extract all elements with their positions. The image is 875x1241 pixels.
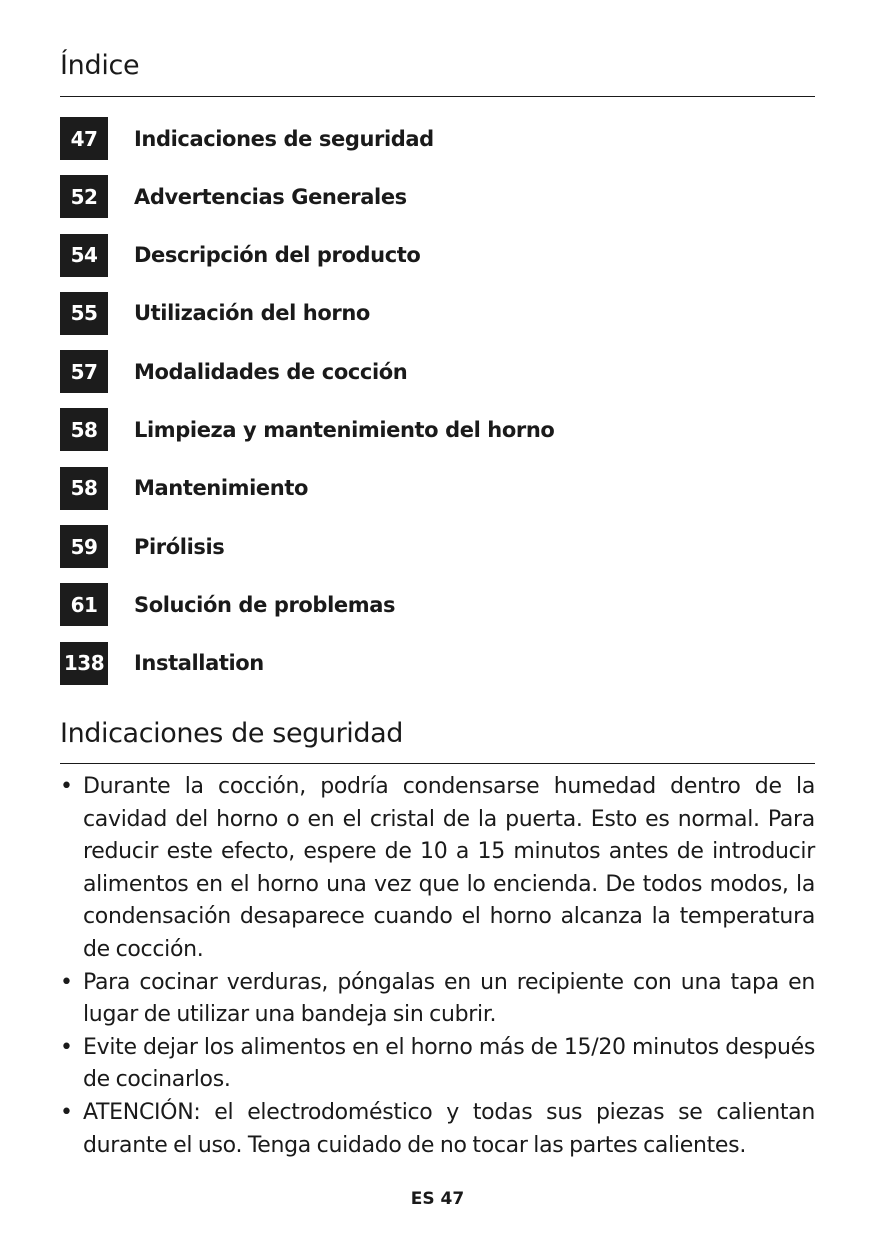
toc-entry[interactable] xyxy=(60,408,815,451)
toc-entry-title: Limpieza y mantenimiento del horno xyxy=(134,417,555,442)
list-item-text: Evite dejar los alimentos en el horno más de 15/20 minutos después de cocinarlos. xyxy=(83,1034,815,1093)
bullet-icon: • xyxy=(60,969,73,995)
table-of-contents xyxy=(60,117,815,700)
toc-entry[interactable] xyxy=(60,175,815,218)
toc-entry[interactable] xyxy=(60,117,815,160)
list-item-text: ATENCIÓN: el electrodoméstico y todas sus piezas se calientan durante el uso. Tenga cuidado de no tocar las partes calientes. xyxy=(83,1099,815,1158)
toc-entry-title: Modalidades de cocción xyxy=(134,359,408,384)
toc-entry-title: Utilización del horno xyxy=(134,301,370,326)
list-item-text: Para cocinar verduras, póngalas en un recipiente con una tapa en lugar de utilizar una bandeja sin cubrir. xyxy=(83,969,815,1028)
toc-page-number: 54 xyxy=(60,234,108,277)
toc-page-number: 59 xyxy=(60,525,108,568)
toc-entry[interactable] xyxy=(60,292,815,335)
toc-entry[interactable] xyxy=(60,467,815,510)
toc-entry-title: Pirólisis xyxy=(134,534,225,559)
toc-entry[interactable] xyxy=(60,350,815,393)
safety-heading: Indicaciones de seguridad xyxy=(60,718,404,749)
safety-divider xyxy=(60,763,815,764)
list-item xyxy=(60,967,815,1032)
toc-entry-title: Advertencias Generales xyxy=(134,184,407,209)
toc-page-number: 55 xyxy=(60,292,108,335)
toc-page-number: 58 xyxy=(60,408,108,451)
toc-entry[interactable] xyxy=(60,525,815,568)
index-title: Índice xyxy=(60,50,140,81)
bullet-icon: • xyxy=(60,1099,73,1125)
page-number-footer: ES 47 xyxy=(410,1189,465,1209)
list-item xyxy=(60,1032,815,1097)
toc-page-number: 47 xyxy=(60,117,108,160)
toc-page-number: 61 xyxy=(60,583,108,626)
list-item xyxy=(60,1097,815,1162)
list-item-text: Durante la cocción, podría condensarse humedad dentro de la cavidad del horno o en el cristal de la puerta. Esto es normal. Para reducir este efecto, espere de 10 a 15 minutos antes de introducir alimentos en el horno una vez que lo encienda. De todos modos, la condensación desaparece cuando el horno alcanza la temperatura de cocción. xyxy=(83,774,815,962)
toc-entry-title: Installation xyxy=(134,651,264,676)
toc-entry-title: Solución de problemas xyxy=(134,592,396,617)
index-divider xyxy=(60,96,815,97)
list-item xyxy=(60,771,815,967)
toc-page-number: 58 xyxy=(60,467,108,510)
bullet-icon: • xyxy=(60,1034,73,1060)
toc-entry[interactable] xyxy=(60,583,815,626)
toc-entry[interactable] xyxy=(60,642,815,685)
bullet-icon: • xyxy=(60,774,73,799)
toc-entry[interactable] xyxy=(60,234,815,277)
toc-entry-title: Mantenimiento xyxy=(134,476,308,501)
safety-list xyxy=(60,771,815,1162)
toc-entry-title: Indicaciones de seguridad xyxy=(134,126,434,151)
toc-page-number: 52 xyxy=(60,175,108,218)
toc-page-number: 138 xyxy=(60,642,108,685)
toc-page-number: 57 xyxy=(60,350,108,393)
toc-entry-title: Descripción del producto xyxy=(134,243,421,268)
